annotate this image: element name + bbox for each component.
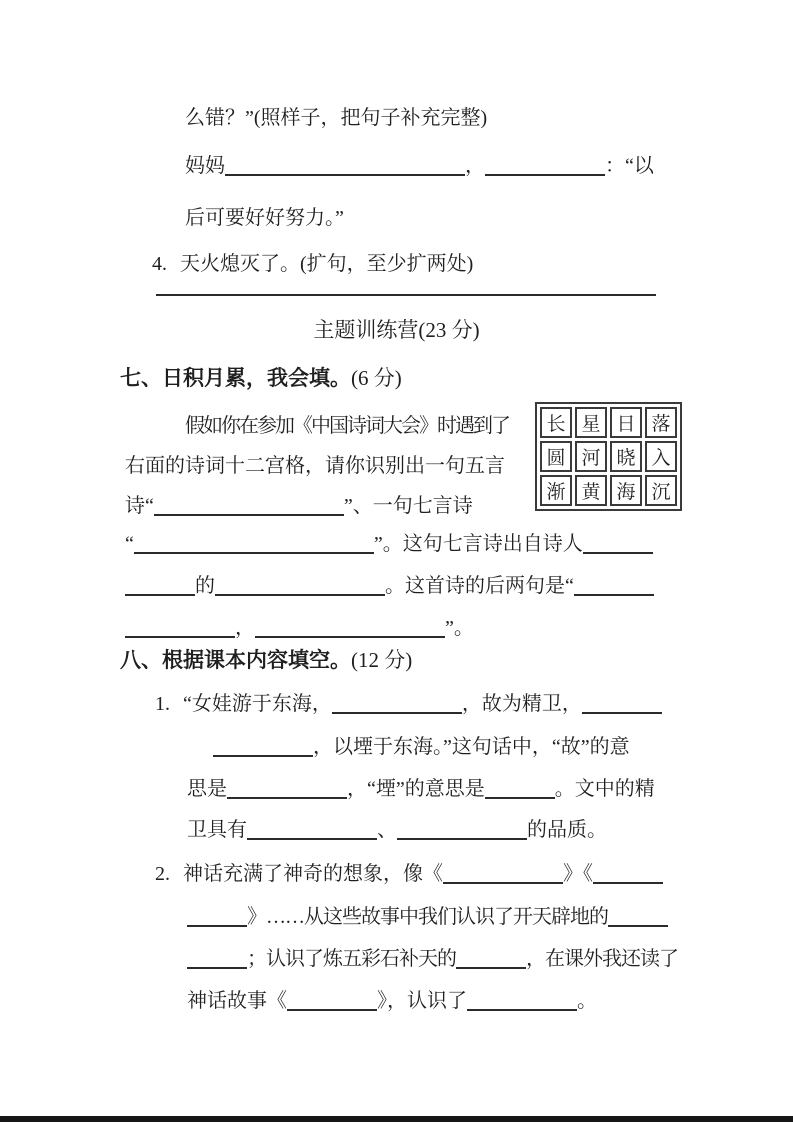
s8-q2-line-3: ；认识了炼五彩石补天的 ，在课外我还读了	[187, 945, 678, 973]
s7-paragraph-line-1: 假如你在参加《中国诗词大会》时遇到了	[185, 415, 509, 437]
fill-in-blank	[397, 818, 527, 840]
grid-cell: 落	[645, 407, 677, 438]
fill-in-blank	[593, 862, 663, 884]
fill-in-blank	[125, 616, 235, 638]
s8-q1-line-1: “女娃游于东海， ，故为精卫，	[183, 693, 662, 715]
grid-cell: 河	[575, 441, 607, 472]
fill-in-blank	[485, 777, 555, 799]
section7-heading-score: (6 分)	[351, 366, 402, 390]
grid-cell: 晓	[610, 441, 642, 472]
grid-cell: 渐	[540, 475, 572, 506]
fill-in-blank	[287, 989, 377, 1011]
grid-cell: 沉	[645, 475, 677, 506]
fill-in-blank	[255, 616, 445, 638]
poem-grid	[535, 402, 682, 511]
q3-fill-sentence: 妈妈 ， ：“以	[185, 155, 654, 177]
fill-in-blank	[227, 777, 347, 799]
fill-in-blank	[467, 989, 577, 1011]
s8-q2-line-4: 神话故事《 》，认识了 。	[187, 990, 597, 1012]
fill-in-blank	[485, 154, 605, 176]
grid-cell: 日	[610, 407, 642, 438]
s8-q1-number: 1.	[155, 693, 170, 715]
fill-in-blank	[134, 532, 374, 554]
fill-in-blank	[156, 274, 656, 296]
s8-q2-number: 2.	[155, 863, 170, 885]
fill-in-blank	[332, 692, 462, 714]
fill-in-blank	[154, 494, 344, 516]
s7-paragraph-line-3: 诗“ ”、一句七言诗	[125, 495, 473, 517]
fill-in-blank	[125, 574, 195, 596]
banner-title: 主题训练营(23 分)	[313, 318, 480, 342]
s7-paragraph-line-4: “ ”。这句七言诗出自诗人	[125, 530, 653, 558]
q3-continuation-line: 么错？”(照样子，把句子补充完整)	[185, 107, 488, 129]
fill-in-blank	[574, 574, 654, 596]
q4-answer-line	[156, 272, 656, 300]
q4-number: 4.	[152, 253, 167, 275]
q4-text: 天火熄灭了。(扩句，至少扩两处)	[180, 253, 474, 275]
grid-row	[540, 475, 677, 506]
fill-in-blank	[608, 905, 668, 927]
q3-closing-line: 后可要好好努力。”	[185, 207, 344, 229]
s8-q1-line-4: 卫具有 、 的品质。	[187, 819, 607, 841]
grid-row	[540, 441, 677, 472]
s8-q1-line-3: 思是 ，“堙”的意思是 。文中的精	[187, 778, 655, 800]
grid-cell: 入	[645, 441, 677, 472]
section7-heading	[120, 364, 402, 393]
fill-in-blank	[583, 532, 653, 554]
grid-row	[540, 407, 677, 438]
fill-in-blank	[187, 947, 247, 969]
fill-in-blank	[456, 947, 526, 969]
grid-cell: 黄	[575, 475, 607, 506]
section8-heading-score: (12 分)	[351, 648, 413, 672]
grid-cell: 圆	[540, 441, 572, 472]
s7-paragraph-line-5: 的 。这首诗的后两句是“	[125, 572, 654, 600]
fill-in-blank	[443, 862, 563, 884]
grid-cell: 星	[575, 407, 607, 438]
s7-paragraph-line-2: 右面的诗词十二宫格，请你识别出一句五言	[125, 455, 505, 477]
fill-in-blank	[247, 818, 377, 840]
s8-q1-item	[155, 690, 662, 718]
fill-in-blank	[213, 735, 313, 757]
s8-q2-line-2: 》……从这些故事中我们认识了开天辟地的	[187, 903, 668, 931]
section7-heading-title: 七、日积月累，我会填。	[120, 367, 351, 390]
fill-in-blank	[215, 574, 385, 596]
section8-heading-title: 八、根据课本内容填空。	[120, 649, 351, 672]
section8-heading	[120, 646, 412, 675]
s8-q2-item	[155, 860, 663, 888]
s7-paragraph-line-6: ， ”。	[125, 614, 474, 642]
grid-cell: 长	[540, 407, 572, 438]
s8-q2-line-1: 神话充满了神奇的想象，像《 》《	[183, 863, 663, 885]
s8-q1-line-2: ，以堙于东海。”这句话中，“故”的意	[213, 733, 630, 761]
grid-cell: 海	[610, 475, 642, 506]
fill-in-blank	[225, 154, 465, 176]
fill-in-blank	[187, 905, 247, 927]
bottom-scan-edge	[0, 1116, 793, 1122]
fill-in-blank	[582, 692, 662, 714]
